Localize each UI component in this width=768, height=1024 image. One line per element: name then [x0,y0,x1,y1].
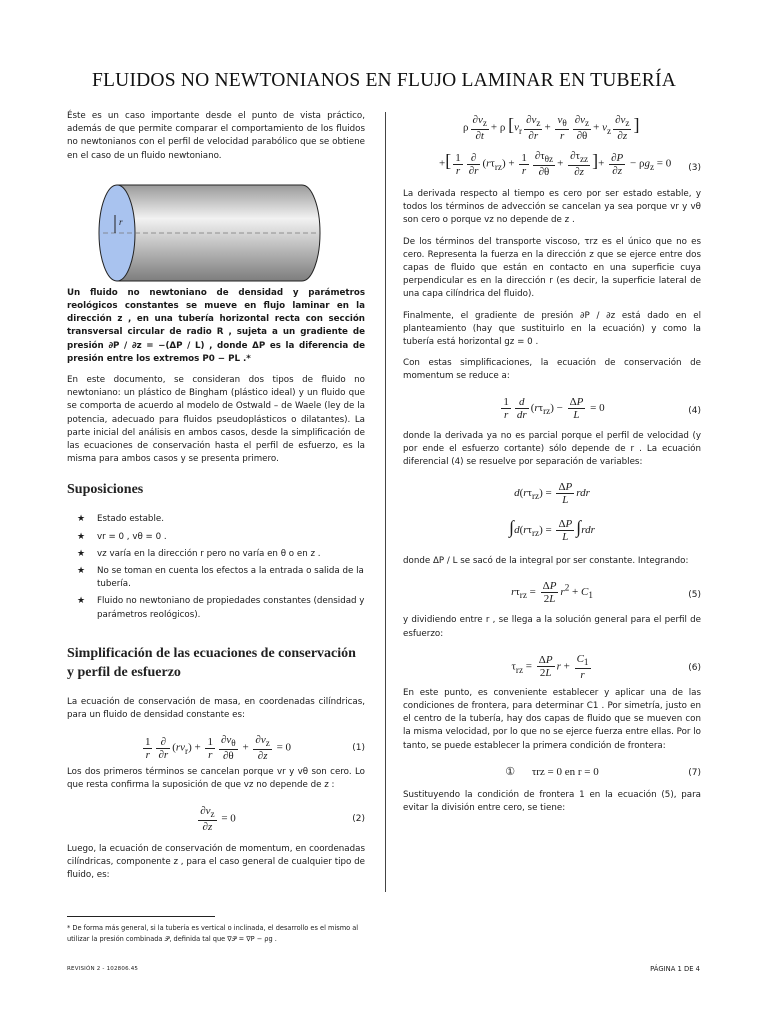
equation-number: (7) [688,767,701,778]
section-heading-simplification: Simplificación de las ecuaciones de conservación y perfil de esfuerzo [67,645,356,680]
boundary-condition-paragraph: En este punto, es conveniente establecer y aplicar una de las condiciones de frontera, para determinar C1 . Por simetría, justo en el centro de la tubería, hay dos capas de fluido que se mueven con la misma velocidad, por lo que no se ejerce fuerza entre ellas. Por lo tanto, se puede establecer la primera condición de frontera: [403,687,701,751]
pipe-radius-label: r [119,216,123,227]
separation-paragraph: donde la derivada ya no es parcial porque el perfil de velocidad (y por ende el esfuerzo cortante) sólo depende de r . La ecuación diferencial (4) se resuelve por separación de variables: [403,430,701,468]
separation-equation: $d(r\tau_{rz})$ = $\frac{\Delta P}{L}$ rdr [514,481,590,507]
page-number: PÁGINA 1 DE 4 [650,965,700,973]
integral-equation: $\int d(r\tau_{rz})$ = $\frac{\Delta P}{L}$ ∫rdr [509,517,595,544]
substitution-paragraph: Sustituyendo la condición de frontera 1 en la ecuación (5), para evitar la división entre cero, se tiene: [403,789,701,814]
star-icon: ★ [77,531,86,542]
equation-5: $r\tau_{rz}$ = $\frac{\Delta P}{2L}$ $r^2 + C_1$ (5) [511,580,701,606]
equation-number: (6) [688,662,701,673]
column-divider [385,112,386,892]
revision-label: REVISIÓN 2 - 102806.45 [67,966,139,972]
equation-number: (5) [688,590,701,601]
equation-7 [403,761,701,785]
assumptions-list [67,513,365,621]
page-title: FLUIDOS NO NEWTONIANOS EN FLUJO LAMINAR EN TUBERÍA [92,70,676,91]
problem-statement: Un fluido no newtoniano de densidad y parámetros reológicos constantes se mueve en flujo laminar en la dirección z , en una tubería horizontal recta con sección transversal circular de radio R , sujeta a un gradiente de presión ∂P / ∂z = −(ΔP / L) , donde ΔP es la diferencia de presión entre los extremos P0 − PL .* [67,287,365,364]
intro-paragraph: Éste es un caso importante desde el punto de vista práctico, además de que permite comparar el comportamiento de los fluidos no newtonianos con el perfil de velocidad parabólico que se obtiene en el caso de un fluido newtoniano. [67,111,365,161]
pipe-illustration [67,171,365,283]
star-icon: ★ [77,596,86,607]
fluid-types-paragraph: En este documento, se consideran dos tipos de fluido no newtoniano: un plástico de Bingham (plástico ideal) y un fluido que se comporta de acuerdo al modelo de Ostwald – de Waele (ley de la potencia, adecuado para fluidos pseudoplásticos o dilatantes). La parte inicial del análisis en ambos casos, desde la simplificación de las ecuaciones de conservación hasta el perfil de esfuerzo, es la misma para ambos casos y se presenta primero. [67,375,365,465]
section-heading-assumptions: Suposiciones [67,482,144,498]
list-item: ★ vz varía en la dirección r pero no varía en θ o en z . [67,548,365,561]
pipe-figure [67,171,365,283]
viscous-transport-paragraph: De los términos del transporte viscoso, τrz es el único que no es cero. Representa la fuerza en la dirección z que se ejerce entre dos capas de fluido que están en contacto en una superficie cuya perpendicular es en la dirección r (es decir, la superficie lateral de una capa cilíndrica del fluido). [403,236,701,300]
equation-number: (3) [688,163,701,173]
equation-number: (1) [352,743,365,754]
mass-conservation-paragraph: La ecuación de conservación de masa, en coordenadas cilíndricas, para un fluido de densidad constante es: [67,696,365,721]
boundary-condition-1: τrz = 0 en r = 0 [531,765,599,778]
star-icon: ★ [77,514,86,525]
list-item: ★ No se toman en cuenta los efectos a la entrada o salida de la tubería. [77,566,364,590]
general-solution-paragraph: y dividiendo entre r , se llega a la solución general para el perfil de esfuerzo: [403,615,701,639]
simplified-intro-paragraph: Con estas simplificaciones, la ecuación de conservación de momentum se reduce a: [403,358,701,382]
momentum-intro-paragraph: Luego, la ecuación de conservación de momentum, en coordenadas cilíndricas, componente z , para el caso general de cualquier tipo de fluido, es: [67,843,365,881]
equation-2: $\frac{\partial v_z}{\partial z}$ = 0 (2) [200,804,365,833]
footnote: * De forma más general, si la tubería es vertical o inclinada, el desarrollo es el mismo al utilizar la presión combinada 𝒫, definida tal que ∇𝒫 = ∇P − ρg . [67,924,359,943]
left-column [67,110,365,890]
pressure-gradient-paragraph: Finalmente, el gradiente de presión ∂P / ∂z está dado en el planteamiento (hay que sustituirlo en la ecuación) y como la tubería está horizontal gz = 0 . [403,310,701,348]
integration-paragraph: donde ΔP / L se sacó de la integral por ser constante. Integrando: [403,556,689,567]
star-icon: ★ [77,566,86,577]
equation-number: (2) [352,813,365,824]
equation-number: (4) [688,405,701,416]
circled-one-icon: ① [505,765,516,778]
list-item: ★ Estado estable. [67,513,365,526]
time-derivative-paragraph: La derivada respecto al tiempo es cero por ser estado estable, y todos los términos de advección se cancelan ya sea porque vr y vθ son cero o porque vz no depende de z . [403,189,701,226]
equation-3: ρ $\frac{\partial v_z}{\partial t}$ + ρ [$v_r$ $\frac{\partial v_z}{\partial r}$ + $\frac{v_\theta}{r}$ $\frac{\partial v_z}{\partial\theta}$ + $v_z$ $\frac{\partial v_z}{\partial z}$ ] +[ $\frac{1}{r}$ $\frac{\partial}{\partial r}$ $(r\tau_{rz})$ + $\frac{1}{r}$ $\frac{\partial\tau_{\theta z}}{\partial\theta}$ + $\frac{\partial\tau_{zz}}{\partial z}$ ]+ $\frac{\partial P}{\partial z}$ − $\rho g_z = 0$ (3) [439,114,701,179]
list-item: ★ vr = 0 , vθ = 0 . [67,531,365,544]
equation-1: $\frac{1}{r}$ $\frac{\partial}{\partial r}$ $(rv_r)$ + $\frac{1}{r}$ $\frac{\partial v_\theta}{\partial\theta}$ + $\frac{\partial v_z}{\partial z}$ = 0 (1) [144,734,365,763]
mass-simplification-paragraph: Los dos primeros términos se cancelan porque vr y vθ son cero. Lo que resta confirma la suposición de que vz no depende de z : [67,767,365,791]
equation-6: $\tau_{rz}$ = $\frac{\Delta P}{2L}$ r + $\frac{C_1}{r}$ (6) [511,652,701,682]
equation-4: $\frac{1}{r}$ $\frac{d}{dr}$ $(r\tau_{rz})$ − $\frac{\Delta P}{L}$ = 0 (4) [503,395,701,421]
list-item: ★ Fluido no newtoniano de propiedades constantes (densidad y parámetros reológicos). [77,596,365,620]
footnote-rule [67,916,215,917]
right-column [403,110,701,823]
star-icon: ★ [77,548,86,559]
